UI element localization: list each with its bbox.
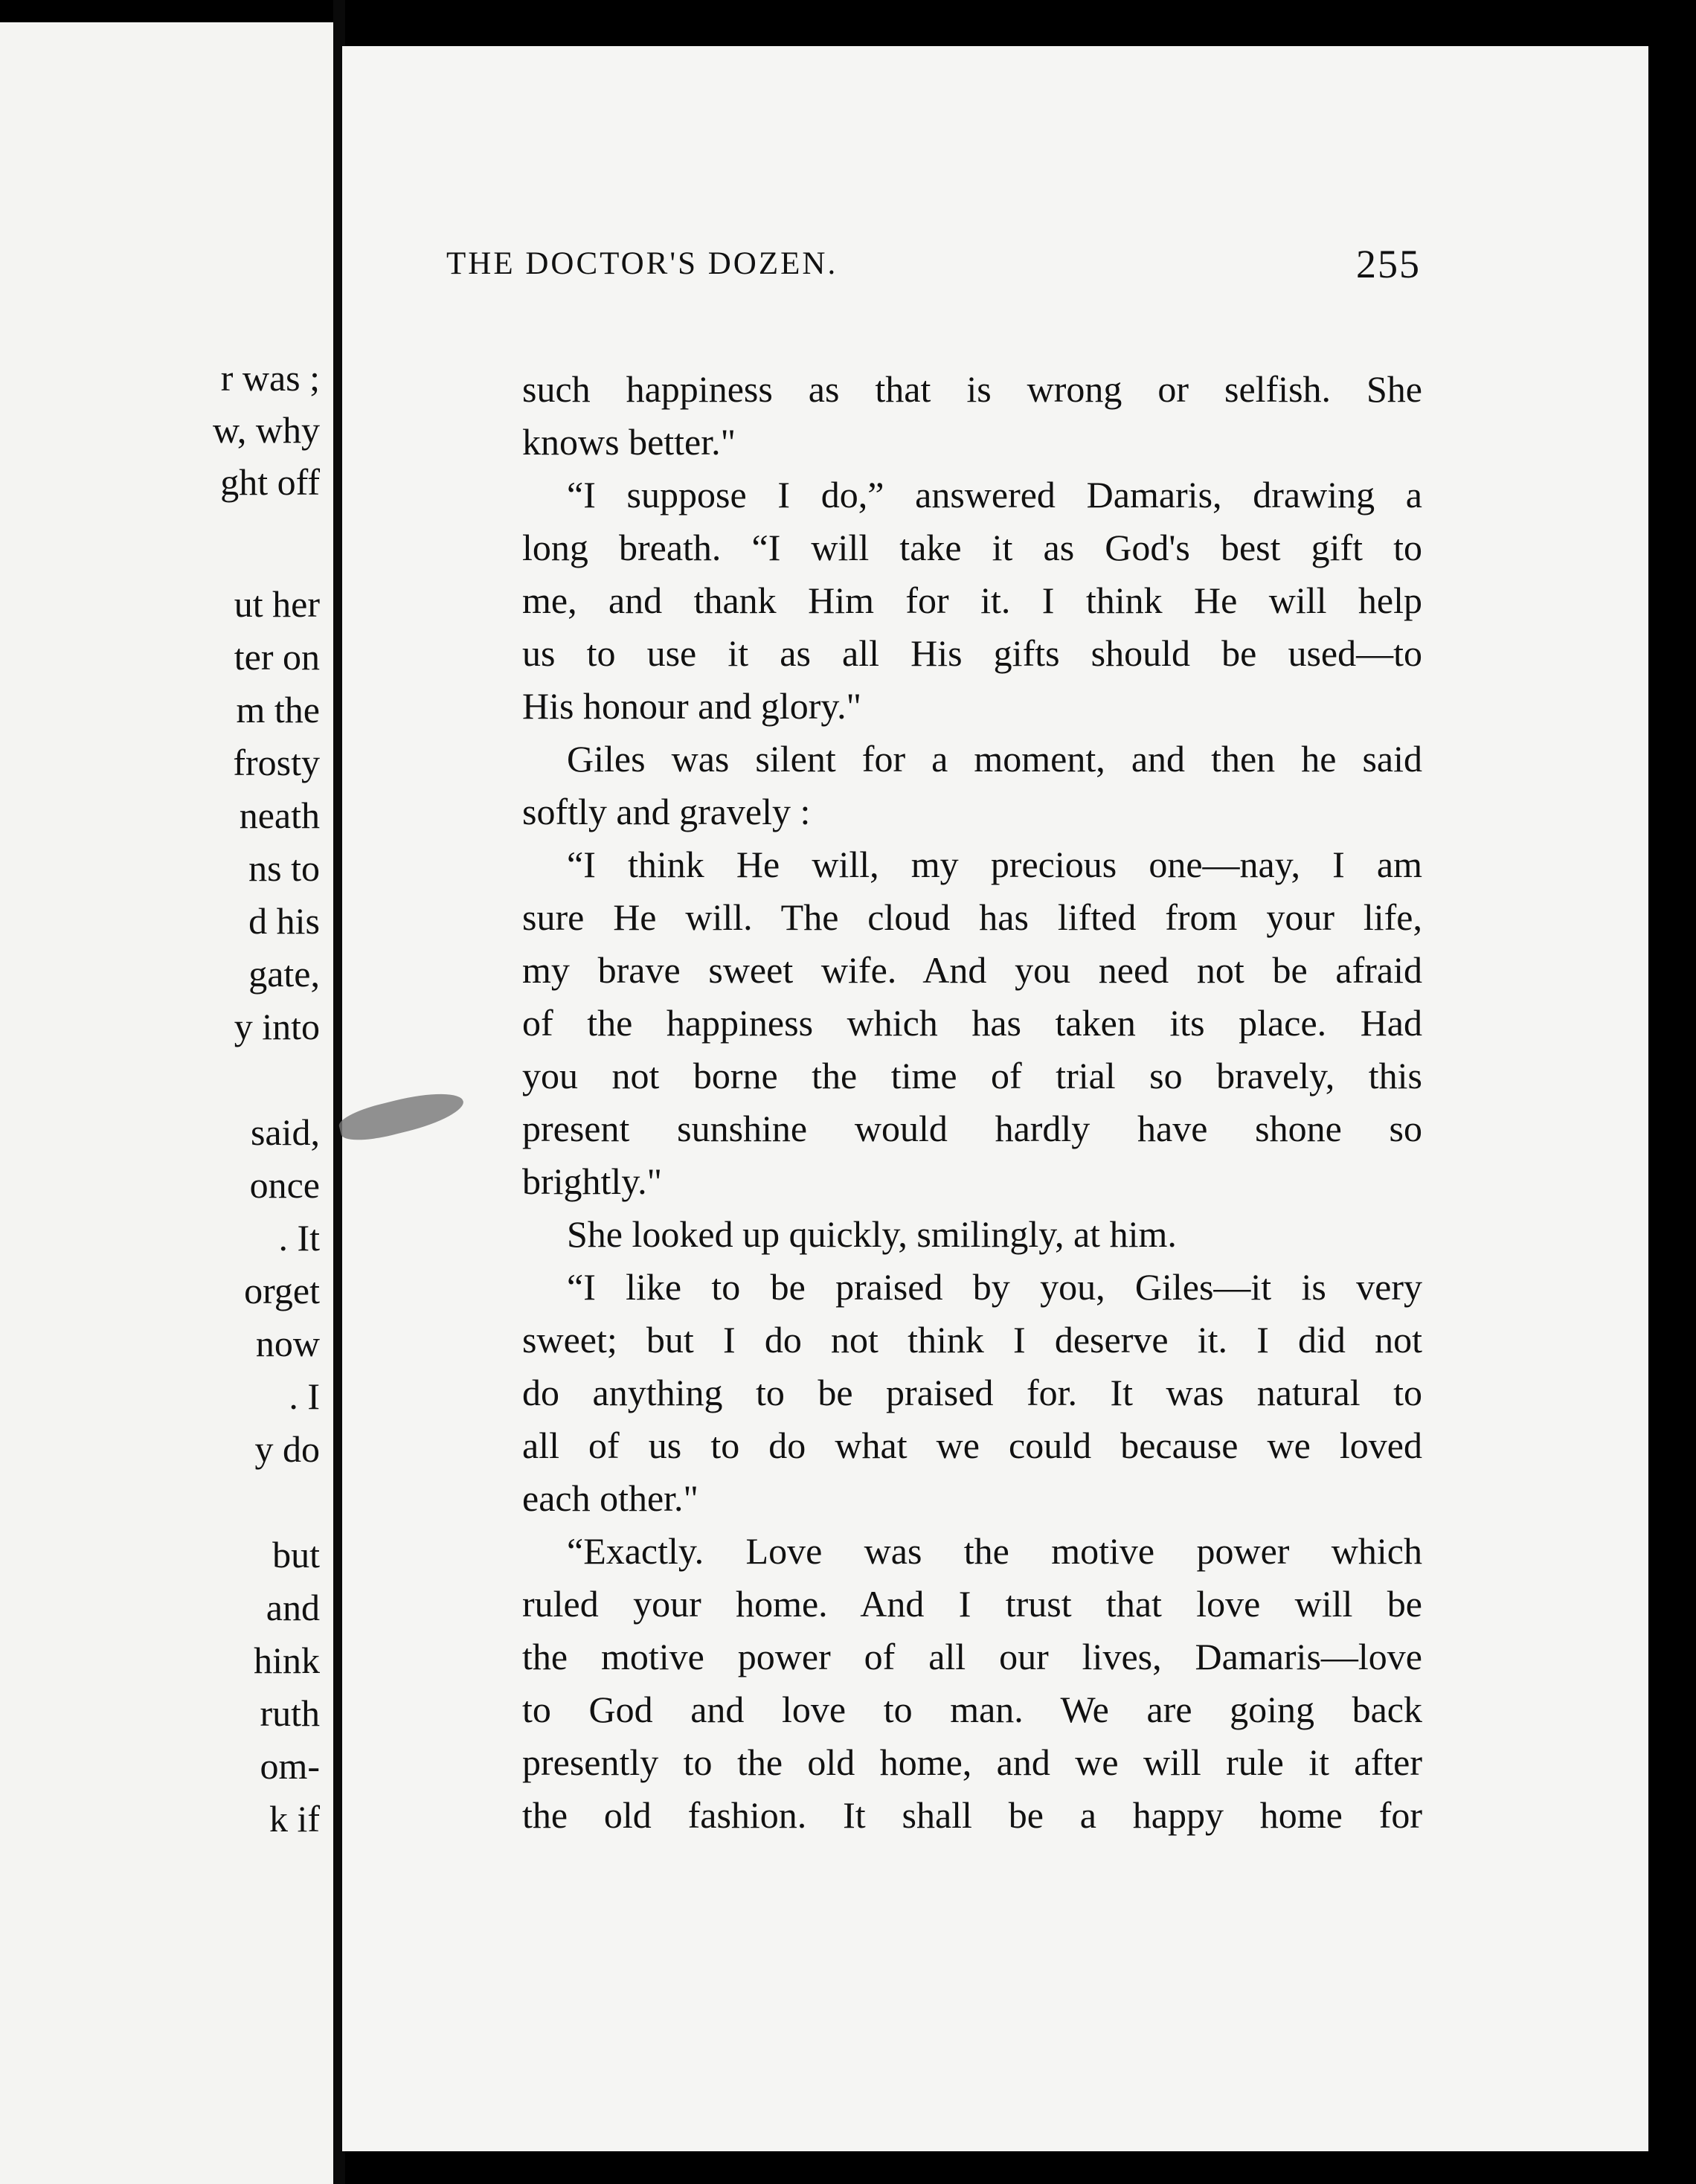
text-line: you not borne the time of trial so bravely, this: [522, 1055, 1422, 1096]
text-line: “I think He will, my precious one—nay, I am: [567, 844, 1422, 885]
text-line: softly and gravely :: [522, 791, 811, 832]
left-page-line: ght off: [220, 461, 320, 503]
text-line: sweet; but I do not think I deserve it. I did not: [522, 1319, 1422, 1361]
left-page-line: and: [266, 1587, 320, 1628]
left-page-line: neath: [239, 794, 320, 836]
left-page-line: y do: [254, 1428, 320, 1470]
left-page-line: gate,: [248, 953, 320, 995]
left-page-line: but: [272, 1534, 320, 1576]
text-line: knows better.": [522, 421, 736, 463]
left-page-line: frosty: [233, 742, 320, 783]
left-page-line: ns to: [248, 847, 320, 889]
left-page-line: said,: [250, 1111, 320, 1153]
text-line: me, and thank Him for it. I think He will help: [522, 579, 1422, 621]
text-line: “Exactly. Love was the motive power which: [567, 1530, 1422, 1572]
text-line: of the happiness which has taken its place. Had: [522, 1002, 1422, 1044]
left-page-line: r was ;: [220, 357, 320, 399]
text-line: “I like to be praised by you, Giles—it is very: [567, 1266, 1422, 1308]
left-page-line: once: [249, 1164, 320, 1206]
text-line: presently to the old home, and we will rule it after: [522, 1741, 1422, 1783]
running-title: THE DOCTOR'S DOZEN.: [446, 246, 838, 281]
left-page-line: ut her: [234, 583, 320, 625]
left-page: [0, 22, 335, 2184]
text-line: sure He will. The cloud has lifted from your life,: [522, 896, 1422, 938]
left-page-line: w, why: [213, 409, 320, 451]
text-line: each other.": [522, 1477, 698, 1519]
left-page-line: om-: [260, 1745, 320, 1787]
text-line: Giles was silent for a moment, and then he said: [567, 738, 1422, 780]
text-line: brightly.": [522, 1160, 662, 1202]
text-line: us to use it as all His gifts should be used—to: [522, 632, 1422, 674]
left-page-line: m the: [236, 689, 320, 730]
text-line: to God and love to man. We are going back: [522, 1689, 1422, 1730]
left-page-line: now: [255, 1323, 320, 1364]
text-line: present sunshine would hardly have shone so: [522, 1108, 1422, 1149]
left-page-line: k if: [269, 1798, 320, 1840]
text-line: my brave sweet wife. And you need not be afraid: [522, 949, 1422, 991]
text-line: “I suppose I do,” answered Damaris, drawing a: [567, 474, 1422, 516]
text-line: She looked up quickly, smilingly, at him.: [567, 1213, 1177, 1255]
text-line: the old fashion. It shall be a happy home for: [522, 1794, 1422, 1836]
page-number: 255: [1356, 242, 1421, 286]
left-page-line: y into: [234, 1006, 320, 1047]
left-page-line: ter on: [234, 636, 320, 678]
text-line: such happiness as that is wrong or selfish. She: [522, 368, 1422, 410]
text-line: His honour and glory.": [522, 685, 862, 727]
left-page-line: ruth: [260, 1692, 320, 1734]
text-line: ruled your home. And I trust that love will be: [522, 1583, 1422, 1625]
text-line: the motive power of all our lives, Damaris—love: [522, 1636, 1422, 1677]
left-page-line: . It: [278, 1217, 320, 1259]
text-line: long breath. “I will take it as God's best gift to: [522, 527, 1422, 568]
left-page-line: d his: [248, 900, 320, 942]
text-line: do anything to be praised for. It was natural to: [522, 1372, 1422, 1413]
text-line: all of us to do what we could because we loved: [522, 1425, 1422, 1466]
page-header: [446, 234, 1421, 294]
left-page-line: orget: [244, 1270, 320, 1311]
left-page-line: . I: [289, 1375, 320, 1417]
left-page-line: hink: [254, 1639, 320, 1681]
main-text: [522, 363, 1422, 1842]
